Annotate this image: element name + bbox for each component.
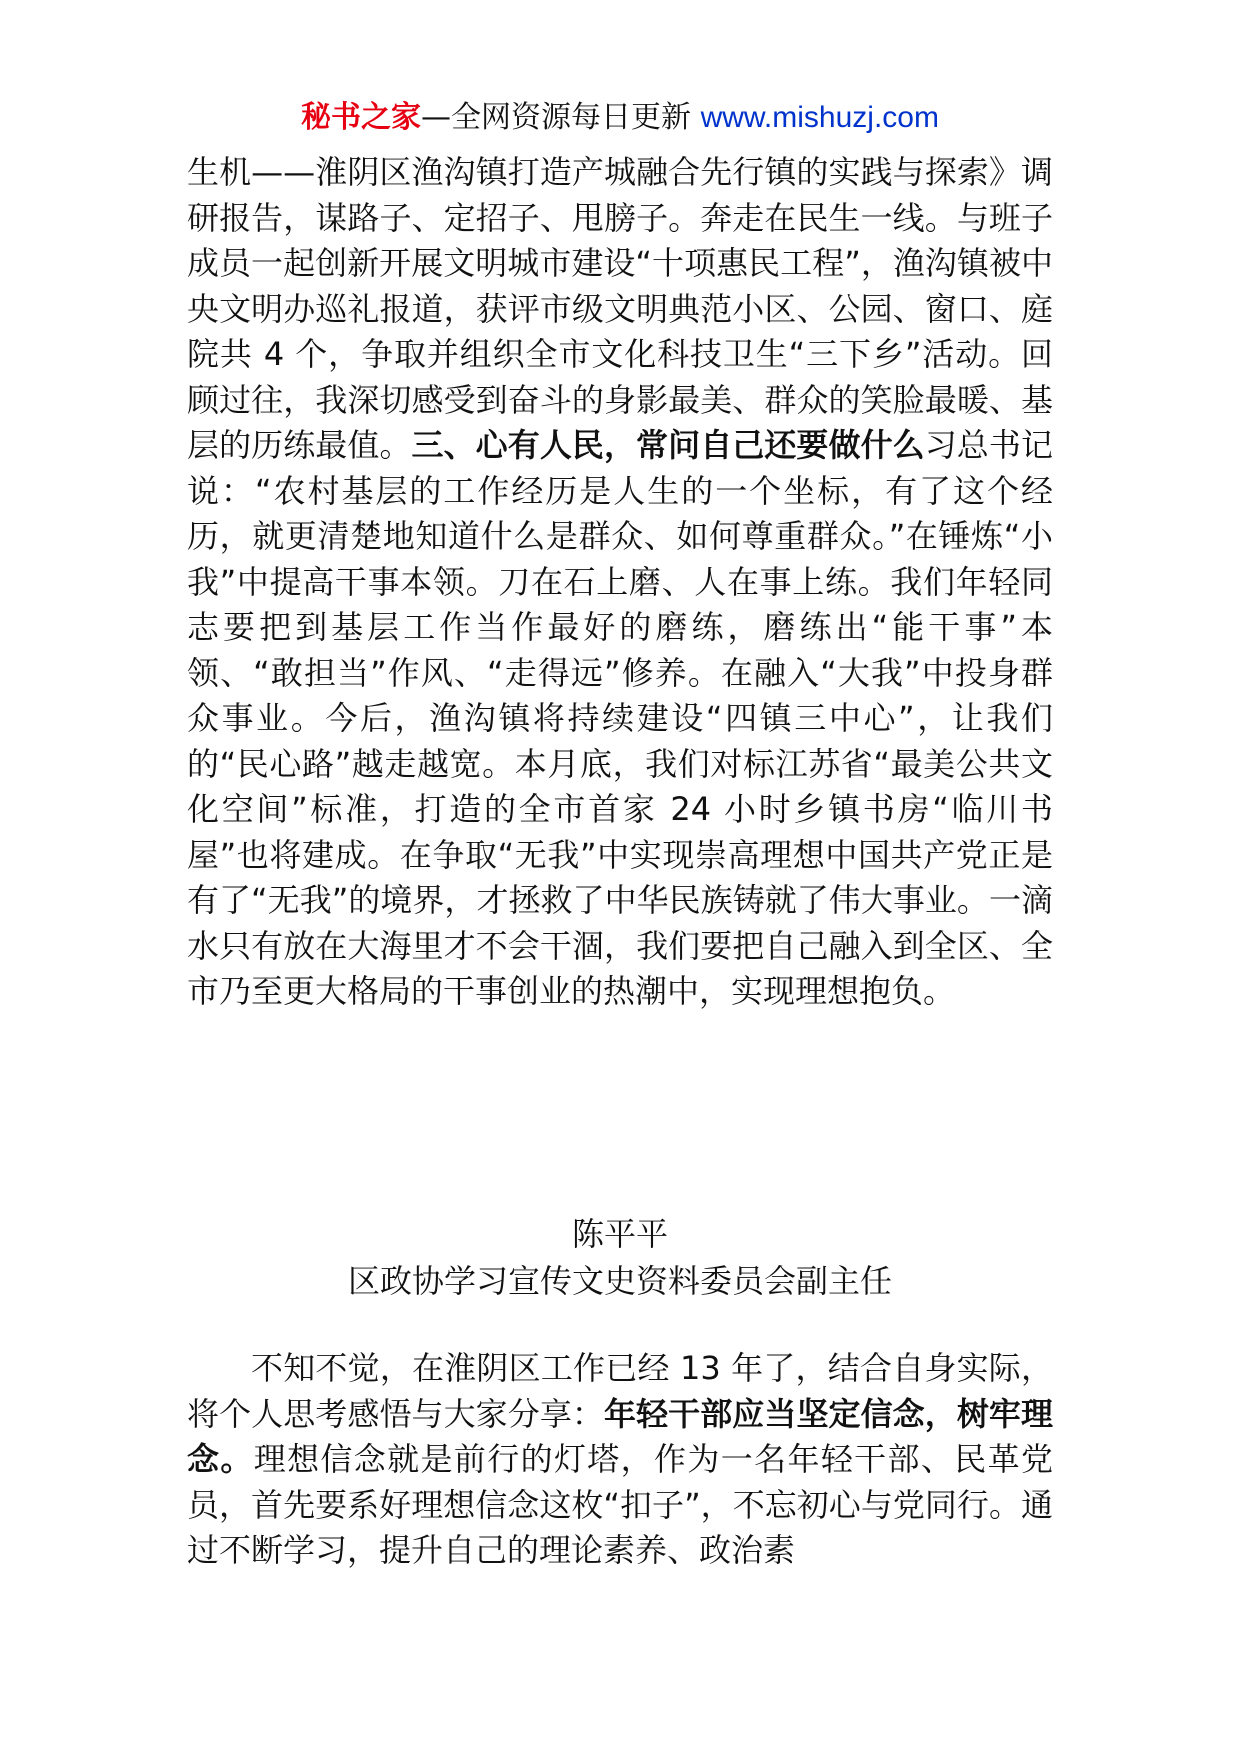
author-name: 陈平平: [571, 1215, 668, 1253]
header-tagline: —全网资源每日更新: [421, 100, 701, 135]
paragraph-1-rest: 习总书记说：“农村基层的工作经历是人生的一个坐标，有了这个经历，就更清楚地知道什么是群众、如何尊重群众。”在锤炼“小我”中提高干事本领。刀在石上磨、人在事上练。我们年轻同志要把到基层工作当作最好的磨练，磨练出“能干事”本领、“敢担当”作风、“走得远”修养。在融入“大我”中投身群众事业。今后，渔沟镇将持续建设“四镇三中心”，让我们的“民心路”越走越宽。本月底，我们对标江苏省“最美公共文化空间”标准，打造的全市首家 24 小时乡镇书房“临川书屋”也将建成。在争取“无我”中实现崇高理想中国共产党正是有了“无我”的境界，才拯救了中华民族铸就了伟大事业。一滴水只有放在大海里才不会干涸，我们要把自己融入到全区、全市乃至更大格局的干事创业的热潮中，实现理想抱负。: [187, 426, 1053, 1010]
site-header: [0, 98, 1240, 138]
author-title: 区政协学习宣传文史资料委员会副主任: [347, 1262, 892, 1300]
paragraph-2-lead: 不知不觉，在淮阴区工作已经 13 年了，结合自身实际，将个人思考感悟与大家分享：: [187, 1349, 1053, 1433]
website-link[interactable]: www.mishuzj.com: [700, 101, 939, 134]
paragraph-2-text: [187, 1346, 1053, 1574]
paragraph-2-rest: 理想信念就是前行的灯塔，作为一名年轻干部、民革党员，首先要系好理想信念这枚“扣子”，不忘初心与党同行。通过不断学习，提升自己的理论素养、政治素: [187, 1440, 1053, 1569]
paragraph-1-text: [187, 150, 1053, 1015]
section-heading-three: 三、心有人民，常问自己还要做什么: [411, 426, 925, 464]
brand-name: 秘书之家: [301, 100, 422, 135]
paragraph-1-lead: 生机——淮阴区渔沟镇打造产城融合先行镇的实践与探索》调研报告，谋路子、定招子、甩膀子。奔走在民生一线。与班子成员一起创新开展文明城市建设“十项惠民工程”，渔沟镇被中央文明办巡礼报道，获评市级文明典范小区、公园、窗口、庭院共 4 个，争取并组织全市文化科技卫生“三下乡”活动。回顾过往，我深切感受到奋斗的身影最美、群众的笑脸最暖、基层的历练最值。: [187, 153, 1053, 464]
article-paragraph-1: [187, 150, 1053, 1015]
key-point-heading: 年轻干部应当坚定信念，树牢理念。: [187, 1394, 1053, 1478]
article-paragraph-2: [187, 1346, 1053, 1574]
